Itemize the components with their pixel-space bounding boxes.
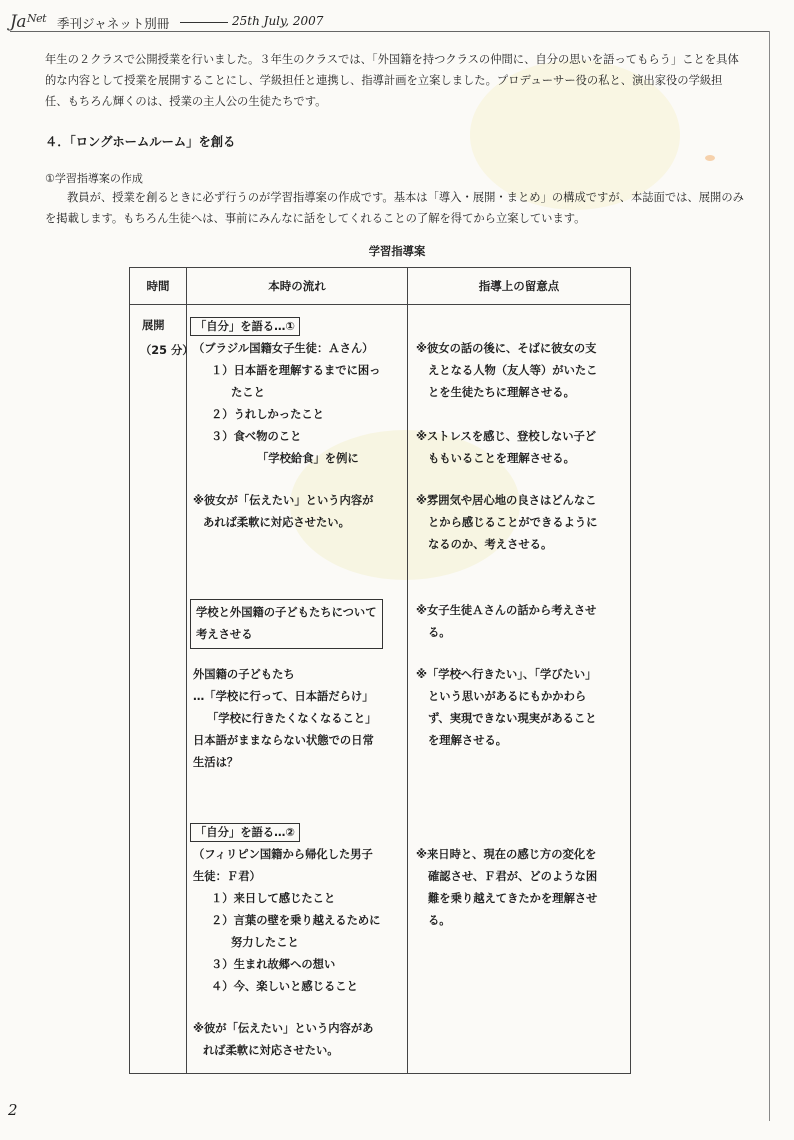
time-cell bbox=[130, 305, 194, 1074]
flow-note-line: ※彼女が「伝えたい」という内容が bbox=[193, 494, 374, 507]
flow-line: 「学校に行きたくなくなること」 bbox=[207, 712, 377, 725]
note-line: 確認させ、Ｆ君が、どのような困 bbox=[428, 870, 598, 883]
page-number: 2 bbox=[8, 1101, 18, 1119]
flow-line: ２）言葉の壁を乗り越えるために bbox=[211, 914, 381, 927]
flow-line: ３）食べ物のこと bbox=[211, 430, 302, 443]
logo-sub-text: Net bbox=[26, 12, 47, 25]
note-line: えとなる人物（友人等）がいたこ bbox=[428, 364, 598, 377]
note-line: とから感じることができるように bbox=[428, 516, 598, 529]
table-header-row bbox=[130, 268, 631, 305]
header-rule bbox=[10, 31, 770, 32]
flow-line: 生活は？ bbox=[193, 756, 239, 769]
flow-cell bbox=[187, 305, 408, 1074]
note-line: る。 bbox=[428, 626, 451, 639]
flow-line: 外国籍の子どもたち bbox=[193, 668, 295, 681]
intro-paragraph: 年生の２クラスで公開授業を行いました。３年生のクラスでは、「外国籍を持つクラスの仲間に、自分の思いを語ってもらう」ことを具体的な内容として授業を展開することにし、学級担任と連携し、指導計画を立案しました。プロデューサー役の私と、演出家役の学級担任、もちろん輝くのは、授業の主人公の生徒たちです。 bbox=[45, 53, 739, 108]
flow-line: 日本語がままならない状態での日常 bbox=[193, 734, 374, 747]
flow-line: …「学校に行って、日本語だらけ」 bbox=[193, 690, 374, 703]
flow-note-line: れば柔軟に対応させたい。 bbox=[203, 1044, 339, 1057]
note-line: ず、実現できない現実があること bbox=[428, 712, 597, 725]
header-notes: 指導上の留意点 bbox=[408, 268, 631, 305]
note-line: という思いがあるにもかかわら bbox=[428, 690, 587, 703]
flow-box-2-line-1: 学校と外国籍の子どもたちについて bbox=[196, 606, 377, 619]
flow-line: 努力したこと bbox=[231, 936, 299, 949]
note-line: る。 bbox=[428, 914, 451, 927]
flow-line: 「学校給食」を例に bbox=[257, 452, 359, 465]
janet-logo bbox=[10, 12, 46, 32]
time-minutes: （25 分） bbox=[140, 344, 194, 357]
table-title: 学習指導案 bbox=[368, 245, 426, 258]
note-line: なるのか、考えさせる。 bbox=[428, 538, 553, 551]
note-line: ※「学校へ行きたい」、「学びたい」 bbox=[416, 668, 597, 681]
page-header bbox=[10, 12, 324, 36]
flow-box-2 bbox=[190, 599, 383, 649]
flow-box-2-line-2: 考えさせる bbox=[196, 628, 253, 641]
time-label: 展開 bbox=[142, 319, 165, 332]
note-line: 難を乗り越えてきたかを理解させ bbox=[428, 892, 598, 905]
notes-cell bbox=[408, 305, 631, 1074]
header-divider bbox=[180, 22, 228, 23]
right-margin-rule bbox=[769, 31, 770, 1121]
note-line: ※ストレスを感じ、登校しない子ど bbox=[416, 430, 597, 443]
flow-line: （ブラジル国籍女子生徒：Ａさん） bbox=[193, 342, 374, 355]
header-flow: 本時の流れ bbox=[187, 268, 408, 305]
note-line: ※彼女の話の後に、そばに彼女の支 bbox=[416, 342, 597, 355]
flow-box-3: 「自分」を語る…② bbox=[190, 823, 300, 842]
flow-line: （フィリピン国籍から帰化した男子 bbox=[193, 848, 373, 861]
note-line: とを生徒たちに理解させる。 bbox=[428, 386, 575, 399]
flow-line: ４）今、楽しいと感じること bbox=[211, 980, 358, 993]
section-heading: ４．「ロングホームルーム」を創る bbox=[45, 135, 236, 149]
flow-box-1: 「自分」を語る…① bbox=[190, 317, 300, 336]
flow-line: ２）うれしかったこと bbox=[211, 408, 324, 421]
flow-note-line: ※彼が「伝えたい」という内容があ bbox=[193, 1022, 374, 1035]
note-line: ※来日時と、現在の感じ方の変化を bbox=[416, 848, 597, 861]
note-line: を理解させる。 bbox=[428, 734, 508, 747]
logo-main-text: Ja bbox=[10, 12, 26, 32]
flow-line: １）日本語を理解するまでに困っ bbox=[211, 364, 381, 377]
lesson-plan-table bbox=[129, 267, 631, 1074]
flow-line: ３）生まれ故郷への想い bbox=[211, 958, 336, 971]
flow-note-line: あれば柔軟に対応させたい。 bbox=[203, 516, 350, 529]
publication-date: 25th July, 2007 bbox=[232, 14, 324, 28]
flow-line: １）来日して感じたこと bbox=[211, 892, 336, 905]
header-time: 時間 bbox=[130, 268, 187, 305]
note-line: ※女子生徒Ａさんの話から考えさせ bbox=[416, 604, 597, 617]
subsection-heading: ①学習指導案の作成 bbox=[45, 172, 143, 185]
subsection-body: 教員が、授業を創るときに必ず行うのが学習指導案の作成です。基本は「導入・展開・まとめ」の構成ですが、本誌面では、展開のみを掲載します。もちろん生徒へは、事前にみんなに話をしてくれることの了解を得てから立案しています。 bbox=[45, 191, 744, 225]
paper-stain bbox=[705, 155, 715, 161]
flow-line: 生徒：Ｆ君） bbox=[193, 870, 261, 883]
flow-line: たこと bbox=[231, 386, 265, 399]
note-line: ももいることを理解させる。 bbox=[428, 452, 575, 465]
note-line: ※雰囲気や居心地の良さはどんなこ bbox=[416, 494, 597, 507]
table-body-row bbox=[130, 305, 631, 1074]
publication-title: 季刊ジャネット別冊 bbox=[57, 16, 170, 31]
